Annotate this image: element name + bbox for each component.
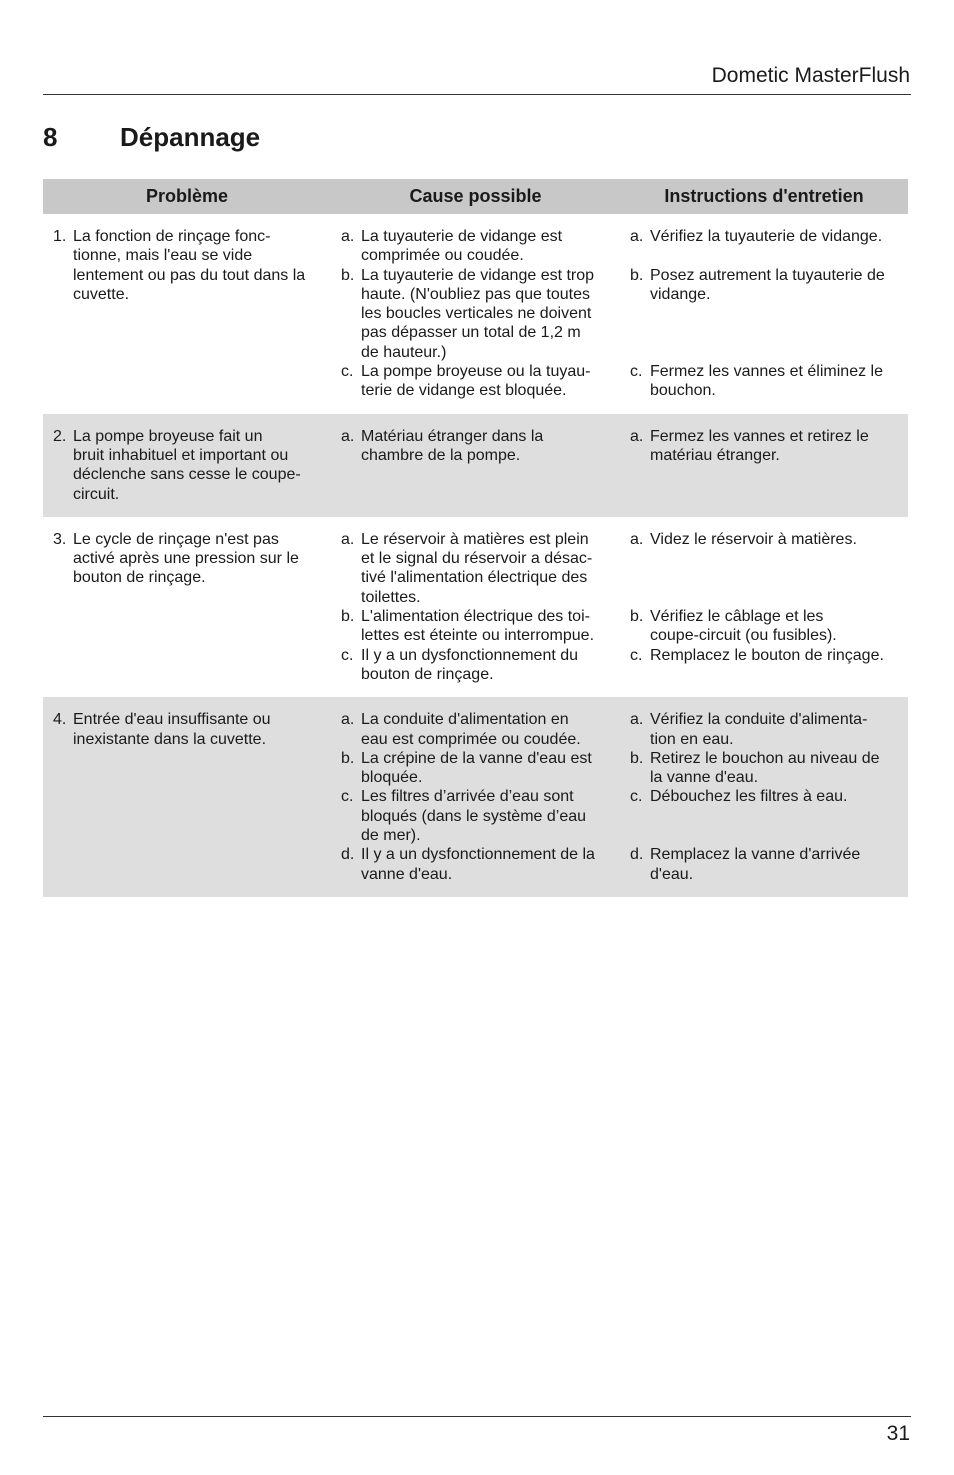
- cause-item: [341, 427, 612, 466]
- cause-item: [341, 845, 612, 884]
- instruction-item-text: Remplacez la vanne d'arrivée d'eau.: [650, 846, 861, 883]
- problem-item-text: Entrée d'eau insuffisante ou inexistante dans la cuvette.: [73, 711, 271, 748]
- cause-item-text: Les filtres d’arrivée d’eau sont bloqués (dans le système d’eau de mer).: [361, 788, 587, 845]
- cause-cell: [331, 214, 620, 414]
- cause-item-label: a.: [341, 427, 355, 445]
- instruction-item-label: d.: [630, 846, 644, 864]
- instruction-item-text: Posez autrement la tuyauterie de vidange.: [650, 266, 885, 303]
- section-heading: Dépannage: [120, 122, 261, 152]
- cause-item-label: c.: [341, 788, 354, 806]
- table-body: [43, 214, 908, 897]
- problem-cell: [43, 414, 331, 517]
- footer-rule: [43, 1416, 911, 1417]
- cause-item: [341, 710, 612, 749]
- cause-cell: [331, 517, 620, 697]
- instruction-item-text: Remplacez le bouton de rinçage.: [650, 646, 884, 664]
- cause-item: [341, 607, 612, 646]
- cause-item: [341, 646, 612, 685]
- instruction-cell: [620, 214, 908, 414]
- instruction-item: [630, 427, 900, 466]
- instruction-item: [630, 646, 900, 665]
- instruction-item-text: Débouchez les filtres à eau.: [650, 788, 848, 806]
- problem-cell: [43, 697, 331, 897]
- instruction-item-text: Fermez les vannes et éliminez le bouchon.: [650, 363, 883, 400]
- cause-item: [341, 787, 612, 845]
- instruction-item-label: b.: [630, 749, 644, 767]
- problem-item: [53, 710, 323, 749]
- problem-item: [53, 227, 323, 304]
- problem-cell: [43, 517, 331, 697]
- cause-cell: [331, 697, 620, 897]
- cause-item: [341, 749, 612, 788]
- instruction-item-text: Vérifiez le câblage et les coupe-circuit (ou fusibles).: [650, 608, 837, 645]
- troubleshooting-table: [43, 179, 908, 897]
- instruction-item: [630, 749, 900, 788]
- cause-item-text: L'alimentation électrique des toi- lettes est éteinte ou interrompue.: [361, 608, 595, 645]
- cause-item-label: c.: [341, 363, 354, 381]
- problem-item-label: 3.: [53, 530, 67, 548]
- instruction-item: [630, 710, 900, 749]
- cause-item-text: Il y a un dysfonctionnement de la vanne d'eau.: [361, 846, 595, 883]
- section-number: 8: [43, 122, 58, 152]
- problem-item-label: 2.: [53, 427, 67, 445]
- instruction-cell: [620, 697, 908, 897]
- problem-item: [53, 427, 323, 504]
- table-header-row: [43, 179, 908, 214]
- header-rule: [43, 94, 911, 95]
- cause-item-label: a.: [341, 530, 355, 548]
- table-row: [43, 697, 908, 897]
- cause-item: [341, 266, 612, 362]
- cause-item-label: a.: [341, 711, 355, 729]
- instruction-item-label: b.: [630, 266, 644, 284]
- instruction-item-label: b.: [630, 608, 644, 626]
- instruction-item: [630, 530, 900, 549]
- cause-item-label: d.: [341, 846, 355, 864]
- cause-item-label: b.: [341, 608, 355, 626]
- cause-cell: [331, 414, 620, 517]
- instruction-item-label: c.: [630, 788, 643, 806]
- cause-item-text: Matériau étranger dans la chambre de la pompe.: [361, 427, 544, 464]
- instruction-item-label: c.: [630, 646, 643, 664]
- problem-item-text: La pompe broyeuse fait un bruit inhabituel et important ou déclenche sans cesse le coupe- circuit.: [73, 427, 301, 503]
- problem-item-text: La fonction de rinçage fonc- tionne, mais l'eau se vide lentement ou pas du tout dans la cuvette.: [73, 228, 306, 303]
- cause-item-label: a.: [341, 228, 355, 245]
- cause-item-text: La tuyauterie de vidange est comprimée ou coudée.: [361, 228, 563, 265]
- cause-item: [341, 530, 612, 607]
- instruction-item-text: Retirez le bouchon au niveau de la vanne d'eau.: [650, 749, 880, 787]
- instruction-item-label: a.: [630, 711, 644, 729]
- cause-item-text: La pompe broyeuse ou la tuyau- terie de vidange est bloquée.: [361, 363, 591, 400]
- instruction-item-label: a.: [630, 228, 644, 245]
- cause-item-label: b.: [341, 266, 355, 284]
- cause-item-text: Le réservoir à matières est plein et le signal du réservoir a désac- tivé l'alimentation électrique des toilettes.: [361, 530, 593, 606]
- instruction-item-text: Videz le réservoir à matières.: [650, 530, 857, 548]
- table-row: [43, 214, 908, 414]
- cause-item-text: Il y a un dysfonctionnement du bouton de rinçage.: [361, 646, 579, 683]
- cause-item: [341, 227, 612, 266]
- header-cause: Cause possible: [331, 179, 620, 214]
- problem-item-label: 4.: [53, 711, 67, 729]
- cause-item: [341, 362, 612, 401]
- instruction-item-label: a.: [630, 530, 644, 548]
- cause-item-label: b.: [341, 749, 355, 767]
- instruction-item-text: Vérifiez la conduite d'alimenta- tion en eau.: [650, 711, 868, 748]
- page-number: 31: [886, 1422, 910, 1445]
- instruction-cell: [620, 414, 908, 517]
- instruction-item-text: Vérifiez la tuyauterie de vidange.: [650, 228, 883, 245]
- cause-item-text: La crépine de la vanne d'eau est bloquée.: [361, 749, 592, 787]
- instruction-item-text: Fermez les vannes et retirez le matériau étranger.: [650, 427, 869, 464]
- instruction-item: [630, 227, 900, 246]
- instruction-cell: [620, 517, 908, 697]
- header-problem: Problème: [43, 179, 331, 214]
- instruction-item-label: c.: [630, 363, 643, 381]
- brand-title: Dometic MasterFlush: [711, 64, 910, 87]
- cause-item-label: c.: [341, 646, 354, 664]
- cause-item-text: La tuyauterie de vidange est trop haute. (N'oubliez pas que toutes les boucles verticales ne doivent pas dépasser un total de 1,2 m de hauteur.): [361, 266, 595, 361]
- instruction-item: [630, 607, 900, 646]
- instruction-item: [630, 787, 900, 806]
- table-row: [43, 414, 908, 517]
- instruction-item: [630, 845, 900, 884]
- problem-item-label: 1.: [53, 228, 67, 245]
- header-instructions: Instructions d'entretien: [620, 179, 908, 214]
- problem-cell: [43, 214, 331, 414]
- problem-item: [53, 530, 323, 588]
- cause-item-text: La conduite d'alimentation en eau est comprimée ou coudée.: [361, 711, 581, 748]
- instruction-item: [630, 266, 900, 305]
- problem-item-text: Le cycle de rinçage n'est pas activé après une pression sur le bouton de rinçage.: [73, 530, 299, 587]
- instruction-item: [630, 362, 900, 401]
- section-title: [43, 122, 260, 153]
- table-row: [43, 517, 908, 697]
- instruction-item-label: a.: [630, 427, 644, 445]
